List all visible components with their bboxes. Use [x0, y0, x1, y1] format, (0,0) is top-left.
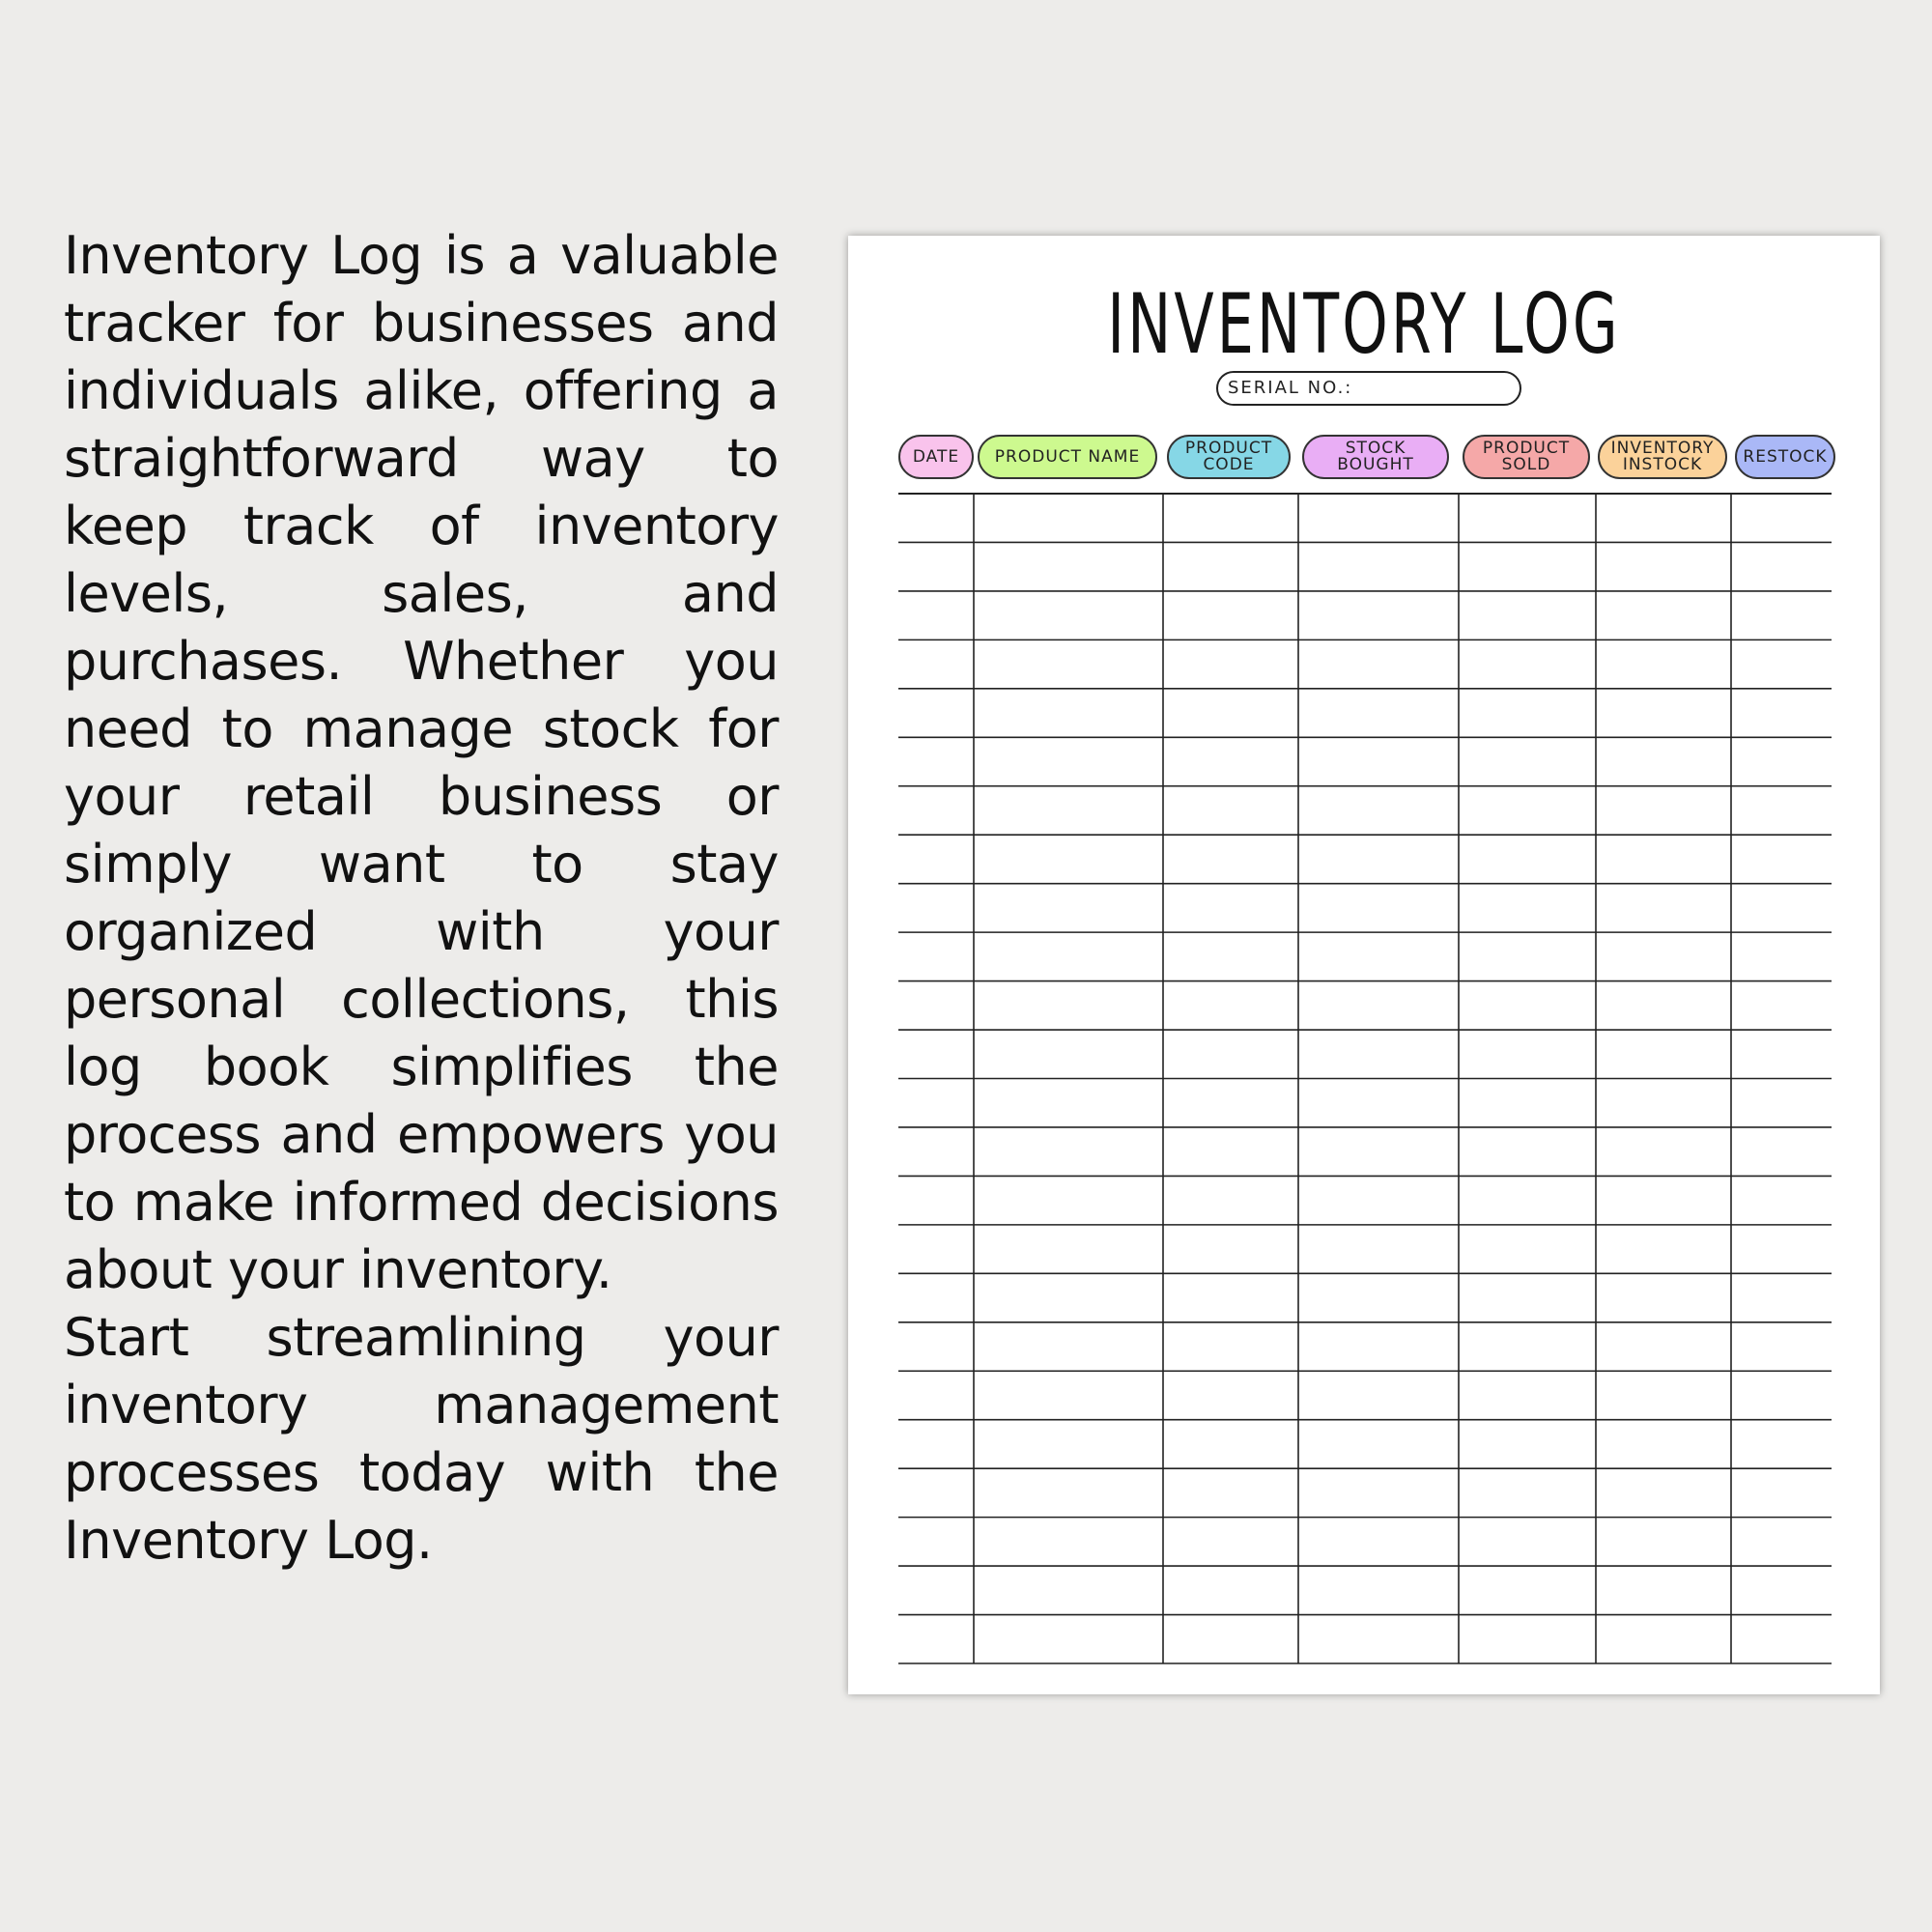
column-header-product-name: PRODUCT NAME — [978, 435, 1157, 479]
description-paragraph-2: Start streamlining your inventory management processes today with the Inventory Log. — [64, 1307, 779, 1571]
serial-number-field: SERIAL NO.: — [1216, 371, 1521, 406]
column-header-restock: RESTOCK — [1735, 435, 1835, 479]
column-header-inventory-instock: INVENTORY INSTOCK — [1598, 435, 1727, 479]
column-header-product-sold: PRODUCT SOLD — [1463, 435, 1590, 479]
log-table-grid — [848, 236, 1880, 1694]
description-paragraph-1: Inventory Log is a valuable tracker for businesses and individuals alike, offering a straightforward way to keep track of inventory levels, sales, and purchases. Whether you need to manage stock for your retail business or simply want to stay organized with your personal collections, this log book simplifies the process and empowers you to make informed decisions about your inventory. — [64, 225, 779, 1300]
column-header-stock-bought: STOCK BOUGHT — [1302, 435, 1449, 479]
description-text — [64, 222, 779, 1575]
column-header-date: DATE — [898, 435, 974, 479]
inventory-log-sheet — [848, 236, 1880, 1694]
column-header-product-code: PRODUCT CODE — [1167, 435, 1291, 479]
sheet-title: INVENTORY LOG — [1107, 276, 1621, 373]
